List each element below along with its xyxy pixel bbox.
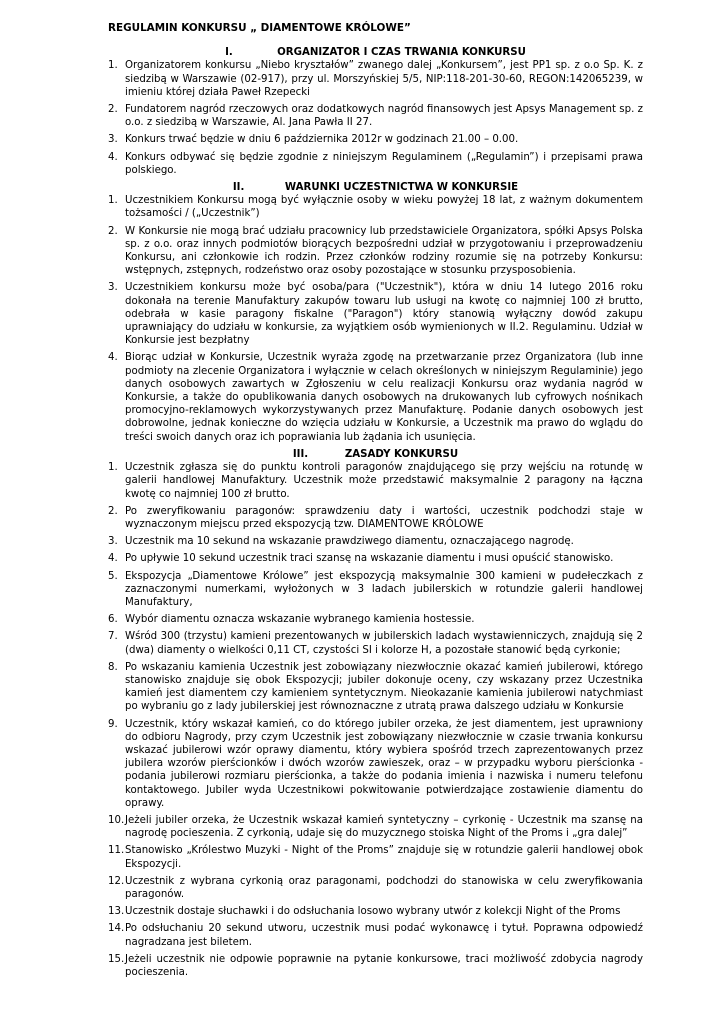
- list-item-number: 13.: [108, 906, 125, 918]
- list-item-text: Uczestnik z wybrana cyrkonią oraz paragonami, podchodzi do stanowiska w celu zweryfikowania paragonów.: [125, 875, 643, 900]
- section-numeral: III.: [292, 448, 309, 460]
- list-item-text: Po odsłuchaniu 20 sekund utworu, uczestnik musi podać wykonawcę i tytuł. Poprawna odpowiedź nagradzana jest biletem.: [125, 923, 643, 948]
- list-item: [108, 225, 643, 278]
- list-item-number: 8.: [108, 661, 118, 673]
- list-item: [108, 630, 643, 656]
- section-numeral: I.: [225, 47, 233, 59]
- list-item: [108, 875, 643, 901]
- list-item-number: 2.: [108, 225, 118, 237]
- section-list: [108, 461, 643, 979]
- list-item: [108, 953, 643, 979]
- list-item: [108, 552, 643, 565]
- document-title: REGULAMIN KONKURSU „ DIAMENTOWE KRÓLOWE”: [108, 22, 411, 34]
- list-item: [108, 151, 643, 177]
- section-heading-text: WARUNKI UCZESTNICTWA W KONKURSIE: [284, 182, 519, 194]
- section-heading-text: ZASADY KONKURSU: [344, 448, 459, 460]
- list-item-text: Wśród 300 (trzystu) kamieni prezentowanych w jubilerskich ladach wystawienniczych, znajdują się 2 (dwa) diamenty o wielkości 0,11 CT, czystości SI i kolorze H, a pozostałe stanowić będą cyrkonie;: [125, 631, 643, 656]
- list-item-number: 9.: [108, 718, 118, 730]
- list-item-text: W Konkursie nie mogą brać udziału pracownicy lub przedstawiciele Organizatora, spółki Apsys Polska sp. z o.o. oraz innych podmiotów biorących bezpośredni udział w przygotowaniu i przeprowadzeniu Konkursu, ani członkowie ich rodzin. Przez członków rodziny rozumie się na potrzeby Konkursu: wstępnych, zstępnych, rodzeństwo oraz osoby pozostające w stosunku przysposobienia.: [125, 225, 643, 277]
- list-item: [108, 133, 643, 146]
- list-item-text: Organizatorem konkursu „Niebo kryształów” zwanego dalej „Konkursem”, jest PP1 sp. z o.o Sp. K. z siedzibą w Warszawie (02-917), przy ul. Morszyńskiej 5/5, NIP:118-201-30-60, REGON:142065239, w imieniu której działa Paweł Rzepecki: [125, 60, 643, 98]
- section-heading: [108, 46, 643, 59]
- list-item-text: Po zweryfikowaniu paragonów: sprawdzeniu daty i wartości, uczestnik podchodzi staje w wyznaczonym miejscu przed ekspozycją tzw. DIAMENTOWE KRÓLOWE: [125, 505, 643, 530]
- list-item: [108, 535, 643, 548]
- list-item: [108, 59, 643, 99]
- list-item-number: 2.: [108, 104, 118, 116]
- list-item-number: 3.: [108, 536, 118, 548]
- list-item: [108, 844, 643, 870]
- list-item: [108, 461, 643, 501]
- list-item-number: 3.: [108, 282, 118, 294]
- section-list: [108, 194, 643, 444]
- list-item-text: Po upływie 10 sekund uczestnik traci szansę na wskazanie diamentu i musi opuścić stanowisko.: [125, 553, 614, 565]
- list-item-number: 15.: [108, 953, 125, 965]
- list-item-text: Biorąc udział w Konkursie, Uczestnik wyraża zgodę na przetwarzanie przez Organizatora (lub inne podmioty na zlecenie Organizatora i wyłącznie w celach określonych w niniejszym Regulaminie) jego danych osobowych zawartych w Zgłoszeniu w celu realizacji Konkursu oraz wydania nagród w Konkursie, a także do opublikowania danych osobowych na drukowanych lub cyfrowych nośnikach promocyjno-reklamowych wykorzystywanych przez Manufakturę. Podanie danych osobowych jest dobrowolne, jednak konieczne do wzięcia udziału w Konkursie, a Uczestnik ma prawo do wglądu do treści swoich danych oraz ich poprawiania lub żądania ich usunięcia.: [125, 352, 643, 443]
- section-heading-text: ORGANIZATOR I CZAS TRWANIA KONKURSU: [277, 47, 526, 59]
- list-item-text: Jeżeli jubiler orzeka, że Uczestnik wskazał kamień syntetyczny – cyrkonię - Uczestnik ma szansę na nagrodę pocieszenia. Z cyrkonią, udaje się do muzycznego stoiska Night of the Proms i „gra dalej”: [125, 814, 643, 840]
- list-item: [108, 505, 643, 531]
- section-heading: [108, 448, 643, 461]
- section-heading: [108, 181, 643, 194]
- list-item-text: Po wskazaniu kamienia Uczestnik jest zobowiązany niezwłocznie okazać kamień jubilerowi, którego stanowisko znajduje się obok Ekspozycji; jubiler dokonuje oceny, czy wskazany przez Uczestnika kamień jest diamentem czy kamieniem syntetycznym. Nieokazanie kamienia jubilerowi natychmiast po wybraniu go z lady jubilerskiej jest równoznaczne z utratą prawa dalszego udziału w Konkursie: [125, 661, 643, 713]
- list-item-number: 14.: [108, 923, 125, 935]
- list-item-text: Jeżeli uczestnik nie odpowie poprawnie na pytanie konkursowe, traci możliwość zdobycia nagrody pocieszenia.: [125, 953, 643, 978]
- list-item-text: Uczestnikiem Konkursu mogą być wyłącznie osoby w wieku powyżej 18 lat, z ważnym dokumentem tożsamości / („Uczestnik”): [125, 195, 643, 220]
- list-item: [108, 718, 643, 810]
- list-item-text: Fundatorem nagród rzeczowych oraz dodatkowych nagród finansowych jest Apsys Management sp. z o.o. z siedzibą w Warszawie, Al. Jana Pawła II 27.: [125, 104, 643, 129]
- list-item-text: Konkurs trwać będzie w dniu 6 października 2012r w godzinach 21.00 – 0.00.: [125, 134, 519, 146]
- list-item: [108, 661, 643, 714]
- list-item: [108, 814, 643, 840]
- list-item-text: Uczestnikiem konkursu może być osoba/para ("Uczestnik"), która w dniu 14 lutego 2016 roku dokonała na terenie Manufaktury zakupów towaru lub usługi na kwotę co najmniej 100 zł brutto, odebrała w kasie paragony fiskalne ("Paragon") który stanowią wyłączny dowód zakupu uprawniający do udziału w konkursie, za wyjątkiem osób wymienionych w II.2. Regulaminu. Udział w Konkursie jest bezpłatny: [125, 282, 643, 347]
- list-item-text: Wybór diamentu oznacza wskazanie wybranego kamienia hostessie.: [125, 614, 475, 626]
- list-item: [108, 351, 643, 443]
- list-item-text: Uczestnik, który wskazał kamień, co do którego jubiler orzeka, że jest diamentem, jest uprawniony do odbioru Nagrody, przy czym Uczestnik jest zobowiązany niezwłocznie w czasie trwania konkursu wskazać jubilerowi wzór oprawy diamentu, który wybiera spośród trzech zaprezentowanych przez jubilera wzorów pierścionków i dwóch wzorów zawieszek, oraz – w przypadku wyboru pierścionka - podania jubilerowi rozmiaru pierścionka, a także do podania imienia i nazwiska i numeru telefonu kontaktowego. Jubiler wyda Uczestnikowi pokwitowanie potwierdzające zostawienie diamentu do oprawy.: [125, 718, 643, 809]
- list-item: [108, 281, 643, 347]
- section-list: [108, 59, 643, 177]
- list-item: [108, 613, 643, 626]
- list-item: [108, 194, 643, 220]
- list-item-number: 7.: [108, 631, 118, 643]
- list-item-text: Stanowisko „Królestwo Muzyki - Night of the Proms” znajduje się w rotundzie galerii handlowej obok Ekspozycji.: [125, 845, 643, 870]
- list-item: [108, 922, 643, 948]
- list-item-text: Uczestnik ma 10 sekund na wskazanie prawdziwego diamentu, oznaczającego nagrodę.: [125, 536, 574, 548]
- list-item-text: Uczestnik zgłasza się do punktu kontroli paragonów znajdującego się przy wejściu na rotundę w galerii handlowej Manufaktury. Uczestnik może przedstawić maksymalnie 2 paragony na łączna kwotę co najmniej 100 zł brutto.: [125, 462, 643, 500]
- list-item-number: 11.: [108, 845, 125, 857]
- list-item-text: Ekspozycja „Diamentowe Królowe” jest ekspozycją maksymalnie 300 kamieni w pudełeczkach z zaznaczonymi numerkami, wyłożonych w 3 ladach jubilerskich w rotundzie galerii handlowej Manufaktury,: [125, 570, 643, 608]
- list-item-number: 4.: [108, 151, 118, 163]
- list-item-number: 10.: [108, 814, 125, 826]
- list-item-number: 5.: [108, 570, 118, 582]
- list-item-text: Uczestnik dostaje słuchawki i do odsłuchania losowo wybrany utwór z kolekcji Night of the Proms: [125, 906, 621, 918]
- list-item-text: Konkurs odbywać się będzie zgodnie z niniejszym Regulaminem („Regulamin”) i przepisami prawa polskiego.: [125, 151, 643, 176]
- list-item-number: 3.: [108, 134, 118, 146]
- list-item-number: 1.: [108, 195, 118, 207]
- list-item-number: 6.: [108, 614, 118, 626]
- list-item: [108, 905, 643, 918]
- list-item: [108, 570, 643, 610]
- list-item-number: 4.: [108, 352, 118, 364]
- list-item: [108, 103, 643, 129]
- list-item-number: 2.: [108, 505, 118, 517]
- list-item-number: 12.: [108, 875, 125, 887]
- list-item-number: 4.: [108, 553, 118, 565]
- section-numeral: II.: [232, 182, 245, 194]
- sections-container: [108, 46, 643, 979]
- list-item-number: 1.: [108, 60, 118, 72]
- list-item-number: 1.: [108, 462, 118, 474]
